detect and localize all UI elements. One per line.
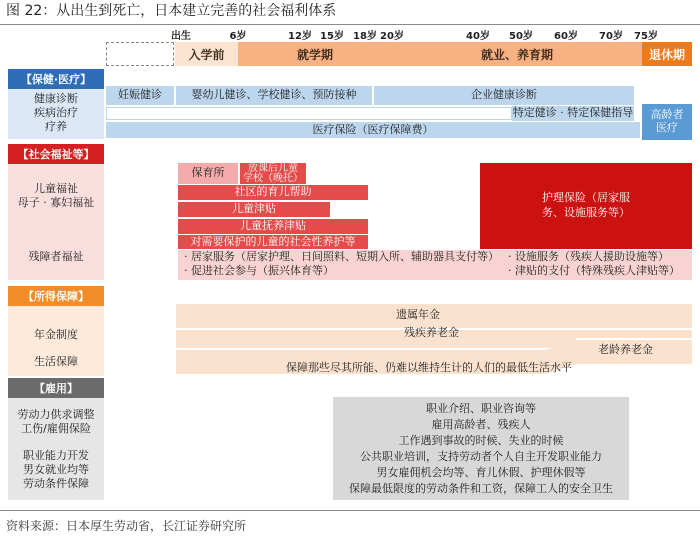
child-allowance: 儿童津贴 <box>178 202 330 217</box>
age-label: 15岁 <box>320 31 344 42</box>
age-label: 12岁 <box>288 31 312 42</box>
source-note: 资料来源：日本厚生劳动省，长江证券研究所 <box>6 519 247 533</box>
disabled-welfare-label: 残障者福祉 <box>28 250 84 263</box>
survivor-pension: 遗属年金 <box>396 308 440 321</box>
employment-item: 男女雇佣机会均等、育儿休假、护理休假等 <box>376 466 586 479</box>
long-term-care-insurance: 护理保险（居家服 务、设施服务等） <box>480 163 692 249</box>
livelihood-label: 生活保障 <box>34 355 78 368</box>
after-school-care: 放课后儿童 学校（晚托） <box>240 163 306 184</box>
age-label: 70岁 <box>599 31 623 42</box>
specific-checkup: 特定健诊 · 特定保健指导 <box>512 106 634 120</box>
corporate-checkup: 企业健康诊断 <box>374 86 634 105</box>
section-header-health: 【保健·医疗】 <box>8 69 104 89</box>
age-label: 75岁 <box>634 31 658 42</box>
age-label: 6岁 <box>229 31 247 42</box>
phase-work: 就业、养育期 <box>392 42 642 66</box>
social-care: 对需要保护的儿童的社会性养护等 <box>178 235 368 249</box>
health-blank-band <box>106 107 512 120</box>
employment-item: 雇用高龄者、残疾人 <box>431 418 531 431</box>
section-header-income: 【所得保障】 <box>8 286 104 306</box>
labor-supply-label: 劳动力供求调整 工伤/雇佣保险 <box>17 408 95 435</box>
child-checkup: 婴幼儿健诊、学校健诊、预防接种 <box>176 86 372 105</box>
employment-item: 工作遇到事故的时候、失业的时候 <box>398 434 564 447</box>
prenatal-box <box>106 42 174 66</box>
figure-title: 图 22：从出生到死亡，日本建立完善的社会福利体系 <box>6 3 337 19</box>
phase-retire: 退休期 <box>642 42 692 66</box>
employment-item: 保障最低限度的劳动条件和工资，保障工人的安全卫生 <box>349 482 613 495</box>
disabled-social-participation: · 促进社会参与（振兴体育等） <box>184 264 334 277</box>
disability-pension: 残疾养老金 <box>404 326 459 339</box>
section-header-welfare: 【社会福祉等】 <box>8 144 104 164</box>
pension-label: 年金制度 <box>34 328 78 341</box>
allowance-payment: · 津贴的支付（特殊残疾人津贴等） <box>508 264 680 277</box>
section-header-employment: 【雇用】 <box>8 378 104 398</box>
community-childcare: 社区的育儿帮助 <box>178 185 368 200</box>
elderly-medical: 高龄者 医疗 <box>642 104 692 140</box>
age-label: 50岁 <box>509 31 533 42</box>
footer-rule <box>0 510 700 511</box>
age-label: 出生 <box>171 31 191 42</box>
child-rearing-allowance: 儿童抚养津贴 <box>178 219 368 234</box>
age-label: 40岁 <box>466 31 490 42</box>
nursery: 保育所 <box>178 163 238 184</box>
health-label: 健康诊断 疾病治疗 疗养 <box>34 92 78 133</box>
employment-item: 公共职业培训，支持劳动者个人自主开发职业能力 <box>360 450 602 463</box>
facility-services: · 设施服务（残疾人援助设施等） <box>508 250 669 263</box>
medical-insurance: 医疗保险（医疗保障费） <box>106 122 640 138</box>
age-label: 60岁 <box>554 31 578 42</box>
age-label: 20岁 <box>380 31 404 42</box>
title-rule <box>0 24 700 25</box>
minimum-living-guarantee: 保障那些尽其所能、仍难以维持生计的人们的最低生活水平 <box>286 361 572 374</box>
employment-item: 职业介绍、职业咨询等 <box>426 402 536 415</box>
phase-school: 就学期 <box>238 42 392 66</box>
age-label: 18岁 <box>353 31 377 42</box>
child-welfare-label: 儿童福祉 母子 · 寡妇福祉 <box>17 182 95 209</box>
old-age-pension: 老龄养老金 <box>598 343 653 356</box>
vocational-label: 职业能力开发 男女就业均等 劳动条件保障 <box>23 449 89 490</box>
phase-preschool: 入学前 <box>175 42 238 66</box>
pregnancy-checkup: 妊娠健诊 <box>106 86 174 105</box>
disabled-home-services: · 居家服务（居家护理、日间照料、短期入所、辅助器具支付等） <box>184 250 499 263</box>
